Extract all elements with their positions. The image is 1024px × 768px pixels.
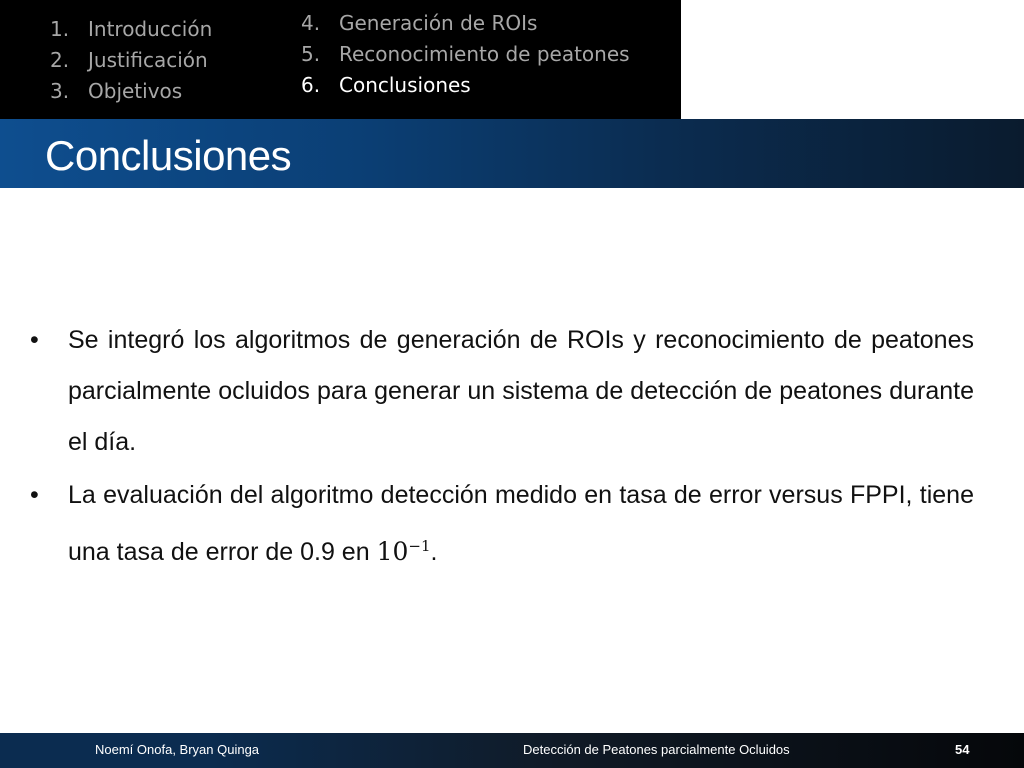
toc-item-justificacion[interactable]: 2. Justificación: [50, 48, 208, 72]
slide-title: Conclusiones: [45, 132, 292, 179]
bullet-text: La evaluación del algoritmo detección medido en tasa de error versus FPPI, tiene una tasa de error de 0.9 en: [68, 481, 974, 566]
bullet-item-integration: [30, 315, 974, 468]
footer-bar: [0, 733, 1024, 768]
toc-item-generacion-rois[interactable]: 4. Generación de ROIs: [301, 11, 538, 35]
toc-item-reconocimiento[interactable]: 5. Reconocimiento de peatones: [301, 42, 630, 66]
toc-item-objetivos[interactable]: 3. Objetivos: [50, 79, 183, 103]
section-nav: [0, 0, 681, 119]
toc-item-introduccion[interactable]: 1. Introducción: [50, 17, 213, 41]
math-power-of-ten: $10^{-1}$: [376, 537, 431, 566]
slide-body: [30, 315, 974, 580]
bullet-marker: •: [30, 326, 39, 354]
toc-right-column: [301, 8, 630, 101]
toc-left-column: [50, 14, 212, 107]
bullet-marker: •: [30, 481, 39, 509]
bullet-item-evaluation: • La evaluación del algoritmo detección medido en tasa de error versus FPPI, tiene una tasa de error de 0.9 en $10^{-1}$.: [30, 470, 974, 578]
title-bar: [0, 119, 1024, 188]
footer-title: Detección de Peatones parcialmente Ocluidos: [523, 742, 790, 757]
page-number: 54: [955, 742, 970, 757]
bullet-text: Se integró los algoritmos de generación de ROIs y reconocimiento de peatones parcialmente ocluidos para generar un sistema de detección de peatones durante el día.: [68, 326, 974, 456]
footer-authors: Noemí Onofa, Bryan Quinga: [95, 742, 260, 757]
toc-item-conclusiones-current[interactable]: 6. Conclusiones: [301, 73, 471, 97]
